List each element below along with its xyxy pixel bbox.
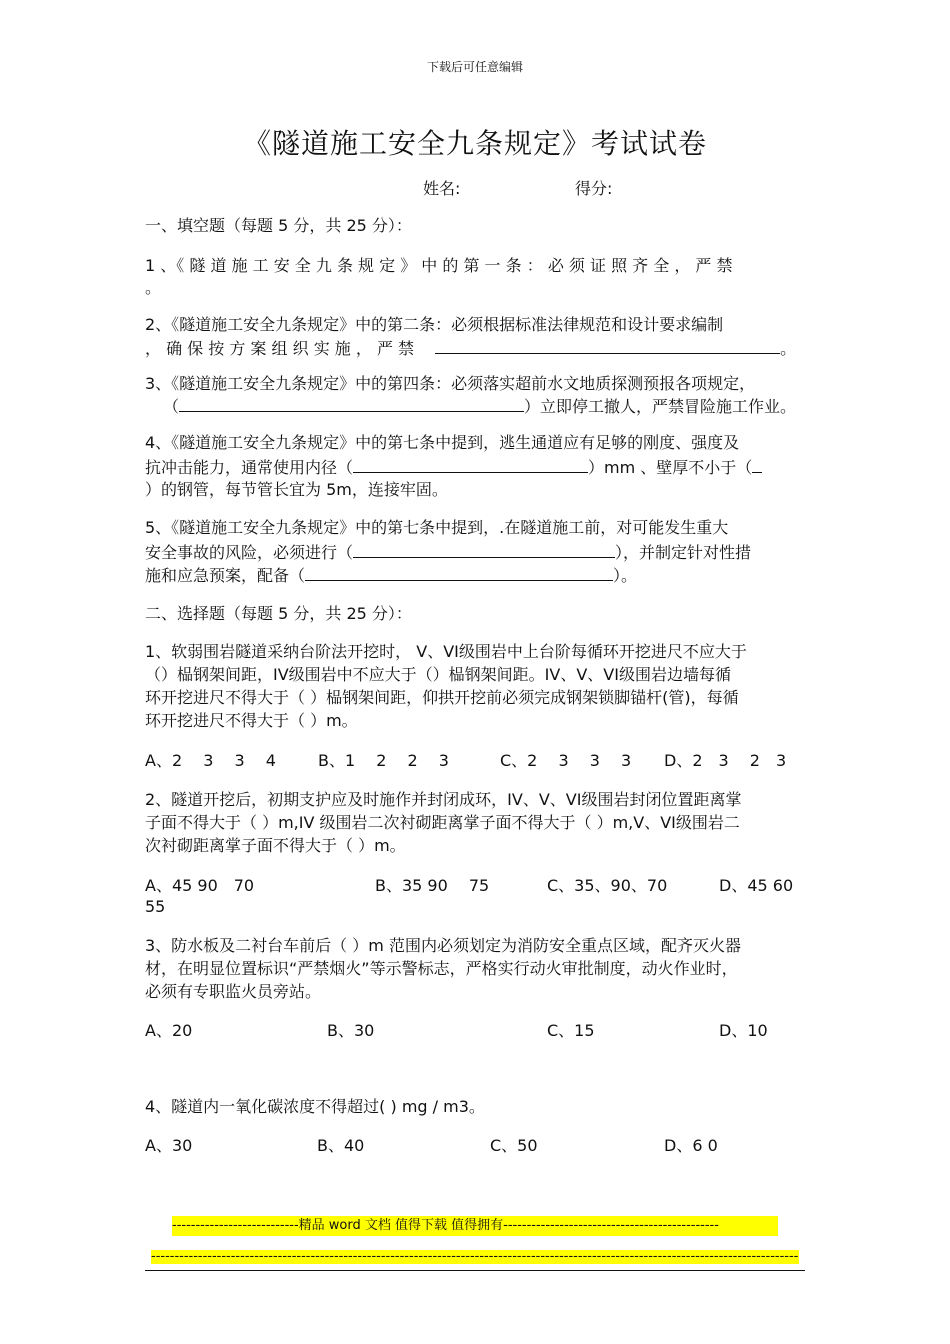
- s1-q5-blank1: [353, 542, 615, 558]
- s2-q4-option-d: D、6 0: [664, 1136, 718, 1155]
- s2-q2-option-d-cont: 55: [145, 897, 166, 916]
- name-label: 姓名:: [423, 179, 461, 198]
- s2-q1-line: 环开挖进尺不得大于（ ）m。: [145, 711, 358, 730]
- s2-q4-option-a: A、30: [145, 1136, 193, 1155]
- s1-q3-line2-post: ）立即停工撤人，严禁冒险施工作业。: [524, 397, 797, 416]
- s2-q2-option-a: A、45 90 70: [145, 876, 255, 895]
- s1-q4-line2-mid: ）mm 、壁厚不小于（: [588, 458, 753, 477]
- s2-q2-option-b: B、35 90 75: [375, 876, 490, 895]
- footer-rule: [145, 1270, 805, 1271]
- s1-q5-line3-pre: 施和应急预案，配备（: [145, 566, 306, 585]
- s2-q4-option-b: B、40: [317, 1136, 365, 1155]
- s1-q5-blank2: [305, 565, 613, 581]
- s1-q2-blank: [435, 338, 780, 354]
- s2-q4-line: 4、隧道内一氧化碳浓度不得超过( ) mg / m3。: [145, 1097, 485, 1116]
- s1-q2-line2-post: 。: [780, 339, 797, 358]
- footer-banner: ---------------------------精品 word 文档 值得下载 值得拥有----------------------------------------------: [172, 1216, 778, 1236]
- s2-q1-option-d: D、2 3 2 3: [664, 751, 787, 770]
- s2-q1-option-b: B、1 2 2 3: [318, 751, 449, 770]
- s2-q1-line: 1、软弱围岩隧道采纳台阶法开挖时， V、VI级围岩中上台阶每循环开挖进尺不应大于: [145, 642, 747, 661]
- s1-q3-blank: [179, 396, 524, 412]
- s1-q5-line1: 5、《隧道施工安全九条规定》中的第七条中提到，.在隧道施工前，对可能发生重大: [145, 518, 729, 537]
- s2-q3-option-a: A、20: [145, 1021, 193, 1040]
- s1-q5-line2-pre: 安全事故的风险，必须进行（: [145, 543, 354, 562]
- header-note: 下载后可任意编辑: [426, 60, 523, 74]
- s2-q1-line: （）榀钢架间距，IV级围岩中不应大于（）榀钢架间距。IV、V、VI级围岩边墙每循: [145, 665, 731, 684]
- s2-q4-option-c: C、50: [490, 1136, 538, 1155]
- s2-q2-option-c: C、35、90、70: [547, 876, 668, 895]
- s1-q1-line2: 。: [145, 278, 162, 297]
- s2-q2-option-d: D、45 60: [719, 876, 794, 895]
- s1-q2-line2-pre: ， 确 保 按 方 案 组 织 实 施 ， 严 禁: [145, 339, 415, 358]
- s2-q1-line: 环开挖进尺不得大于（ ）榀钢架间距，仰拱开挖前必须完成钢架锁脚锚杆(管)，每循: [145, 688, 739, 707]
- s1-q4-line3: ）的钢管，每节管长宜为 5m，连接牢固。: [145, 480, 448, 499]
- s2-q3-option-d: D、10: [719, 1021, 768, 1040]
- s1-q5-line3: [145, 565, 637, 586]
- s2-q3-option-c: C、15: [547, 1021, 595, 1040]
- section1-heading: 一、填空题（每题 5 分，共 25 分）：: [145, 216, 412, 235]
- section2-heading: 二、选择题（每题 5 分，共 25 分）：: [145, 604, 412, 623]
- s2-q1-option-c: C、2 3 3 3: [500, 751, 632, 770]
- s2-q2-line: 子面不得大于（ ）m,IV 级围岩二次衬砌距离掌子面不得大于（ ）m,V、VI级围岩二: [145, 813, 740, 832]
- s1-q2-line1: 2、《隧道施工安全九条规定》中的第二条：必须根据标准法律规范和设计要求编制: [145, 315, 724, 334]
- s1-q3-line2: [163, 396, 796, 417]
- s2-q3-option-b: B、30: [327, 1021, 375, 1040]
- score-label: 得分:: [575, 179, 613, 198]
- s1-q5-line2: [145, 542, 751, 563]
- s1-q3-line1: 3、《隧道施工安全九条规定》中的第四条：必须落实超前水文地质探测预报各项规定，: [145, 374, 756, 393]
- s1-q3-line2-pre: （: [163, 397, 180, 416]
- s2-q2-line: 2、隧道开挖后，初期支护应及时施作并封闭成环，IV、V、VI级围岩封闭位置距离掌: [145, 790, 742, 809]
- s1-q4-line2: [145, 457, 762, 478]
- s2-q3-line: 必须有专职监火员旁站。: [145, 982, 322, 1001]
- s2-q3-line: 3、防水板及二衬台车前后（ ）m 范围内必须划定为消防安全重点区域，配齐灭火器: [145, 936, 741, 955]
- s1-q2-line2: [145, 338, 796, 359]
- s2-q2-line: 次衬砌距离掌子面不得大于（ ）m。: [145, 836, 406, 855]
- s1-q4-blank2: [752, 457, 762, 473]
- page-title: 《隧道施工安全九条规定》考试试卷: [242, 127, 707, 160]
- s1-q1-line1: 1 、《 隧 道 施 工 安 全 九 条 规 定 》 中 的 第 一 条 ： 必 须 证 照 齐 全 ， 严 禁: [145, 256, 733, 275]
- s1-q4-blank1: [353, 457, 588, 473]
- s1-q5-line3-post: ）。: [613, 566, 638, 585]
- s1-q4-line1: 4、《隧道施工安全九条规定》中的第七条中提到，逃生通道应有足够的刚度、强度及: [145, 433, 740, 452]
- s2-q1-option-a: A、2 3 3 4: [145, 751, 276, 770]
- s2-q3-line: 材，在明显位置标识“严禁烟火”等示警标志，严格实行动火审批制度，动火作业时，: [145, 959, 738, 978]
- s1-q4-line2-pre: 抗冲击能力，通常使用内径（: [145, 458, 354, 477]
- s1-q5-line2-post: ），并制定针对性措: [615, 543, 752, 562]
- footer-dashes: ------------------------------------------------------------------------------------------------------------------------------------------: [151, 1250, 799, 1264]
